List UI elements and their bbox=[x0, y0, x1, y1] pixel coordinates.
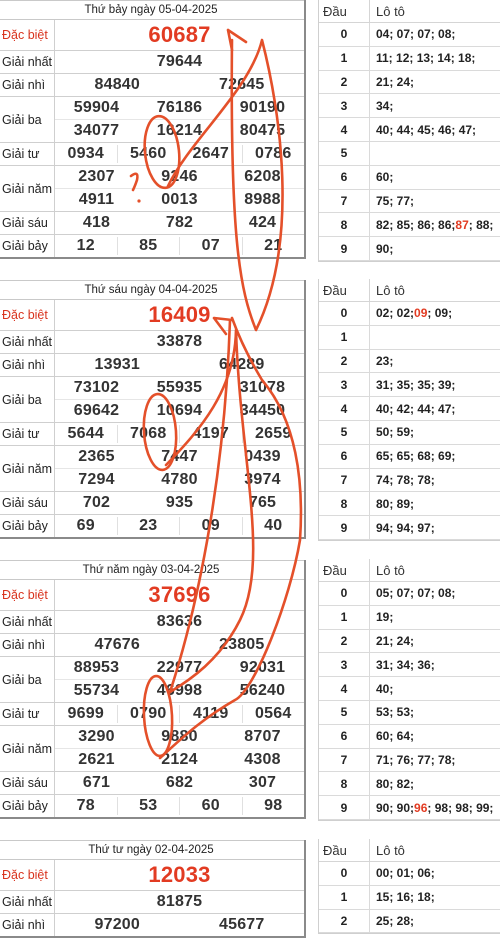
loto-row bbox=[319, 492, 500, 516]
prize-number: 2621 bbox=[78, 751, 115, 768]
prize-label: Đặc biệt bbox=[0, 580, 55, 610]
loto-head-header: Đầu bbox=[319, 839, 370, 861]
loto-values: 65; 65; 68; 69; bbox=[376, 449, 456, 464]
loto-values: 05; 07; 07; 08; bbox=[376, 586, 456, 601]
loto-values: 82; 85; 86; 86; 87 ; 88; bbox=[376, 217, 494, 232]
loto-values: 31; 35; 35; 39; bbox=[376, 377, 456, 392]
prize-row bbox=[0, 515, 304, 537]
prize-row bbox=[0, 20, 304, 51]
prize-row bbox=[0, 657, 304, 703]
loto-values: 40; bbox=[376, 681, 394, 696]
prize-number: 21 bbox=[264, 237, 283, 254]
loto-values: 74; 78; 78; bbox=[376, 472, 435, 487]
loto-row bbox=[319, 302, 500, 326]
prize-number: 64289 bbox=[219, 356, 265, 373]
prize-label: Giải ba bbox=[0, 377, 55, 422]
loto-head-digit: 0 bbox=[319, 582, 370, 605]
prize-label: Giải sáu bbox=[0, 492, 55, 514]
loto-head-digit: 3 bbox=[319, 94, 370, 117]
loto-head-digit: 1 bbox=[319, 606, 370, 629]
prize-label: Giải nhì bbox=[0, 354, 55, 376]
prize-label: Giải năm bbox=[0, 446, 55, 491]
loto-row bbox=[319, 421, 500, 445]
prize-number: 40 bbox=[264, 517, 283, 534]
prize-number: 2124 bbox=[161, 751, 198, 768]
prize-number: 4119 bbox=[180, 705, 243, 723]
loto-row bbox=[319, 910, 500, 934]
loto-row bbox=[319, 862, 500, 886]
loto-head-digit: 1 bbox=[319, 886, 370, 909]
loto-values: 04; 07; 07; 08; bbox=[376, 27, 456, 42]
prize-number: 80475 bbox=[239, 122, 286, 139]
prize-row bbox=[0, 891, 304, 914]
prize-label: Giải bảy bbox=[0, 235, 55, 257]
loto-values: 40; 44; 45; 46; 47; bbox=[376, 122, 477, 137]
prize-number: 85 bbox=[118, 237, 181, 255]
prize-label: Giải bảy bbox=[0, 515, 55, 537]
loto-row bbox=[319, 630, 500, 654]
loto-head-digit: 6 bbox=[319, 166, 370, 189]
prize-number: 53 bbox=[118, 797, 181, 815]
loto-table bbox=[318, 0, 500, 262]
prize-number: 0790 bbox=[118, 705, 181, 723]
loto-values: 21; 24; bbox=[376, 633, 415, 648]
prize-number: 4197 bbox=[180, 425, 243, 443]
loto-head-digit: 0 bbox=[319, 23, 370, 46]
prize-label: Đặc biệt bbox=[0, 860, 55, 890]
prize-number: 55935 bbox=[156, 379, 203, 396]
prize-label: Giải nhất bbox=[0, 611, 55, 633]
prize-row bbox=[0, 143, 304, 166]
result-table bbox=[0, 560, 306, 819]
prize-row bbox=[0, 377, 304, 423]
loto-head-digit: 3 bbox=[319, 373, 370, 396]
loto-values: 34; bbox=[376, 98, 394, 113]
loto-values: 90; bbox=[376, 241, 394, 256]
loto-head-digit: 4 bbox=[319, 397, 370, 420]
prize-number: 33878 bbox=[156, 333, 203, 350]
prize-label: Giải nhất bbox=[0, 51, 55, 73]
loto-values: 53; 53; bbox=[376, 705, 415, 720]
prize-number: 0786 bbox=[255, 145, 292, 162]
prize-number: 2647 bbox=[180, 145, 243, 163]
prize-number: 0934 bbox=[55, 145, 118, 163]
loto-head-digit: 5 bbox=[319, 421, 370, 444]
prize-number: 9246 bbox=[161, 168, 198, 185]
prize-number: 935 bbox=[165, 494, 194, 511]
prize-row bbox=[0, 212, 304, 235]
loto-row bbox=[319, 469, 500, 493]
prize-row bbox=[0, 51, 304, 74]
prize-number: 69 bbox=[55, 517, 118, 535]
prize-label: Giải nhất bbox=[0, 331, 55, 353]
prize-row bbox=[0, 726, 304, 772]
loto-head-header: Đầu bbox=[319, 559, 370, 581]
prize-number: 4308 bbox=[244, 751, 281, 768]
prize-number: 0564 bbox=[255, 705, 292, 722]
prize-number: 73102 bbox=[73, 379, 120, 396]
loto-row bbox=[319, 606, 500, 630]
prize-number: 97200 bbox=[94, 916, 140, 933]
prize-label: Giải ba bbox=[0, 97, 55, 142]
loto-values-header: Lô tô bbox=[376, 562, 405, 578]
prize-row bbox=[0, 97, 304, 143]
prize-label: Giải tư bbox=[0, 143, 55, 165]
prize-number: 22977 bbox=[156, 659, 203, 676]
prize-label: Giải nhất bbox=[0, 891, 55, 913]
prize-number: 07 bbox=[180, 237, 243, 255]
prize-row bbox=[0, 580, 304, 611]
loto-head-digit: 2 bbox=[319, 350, 370, 373]
prize-number: 45677 bbox=[219, 916, 265, 933]
prize-row bbox=[0, 300, 304, 331]
prize-row bbox=[0, 74, 304, 97]
loto-highlight: 87 bbox=[455, 217, 469, 232]
loto-row bbox=[319, 47, 500, 71]
loto-values: 40; 42; 44; 47; bbox=[376, 401, 456, 416]
loto-values: 60; 64; bbox=[376, 729, 415, 744]
loto-values: 71; 76; 77; 78; bbox=[376, 752, 456, 767]
prize-row bbox=[0, 914, 304, 936]
prize-number: 34450 bbox=[239, 402, 286, 419]
loto-head-digit: 9 bbox=[319, 516, 370, 539]
loto-values-header: Lô tô bbox=[376, 842, 405, 858]
prize-number: 12 bbox=[55, 237, 118, 255]
draw-date-title: Thứ tư ngày 02-04-2025 bbox=[0, 840, 304, 860]
prize-number: 09 bbox=[180, 517, 243, 535]
prize-number: 3290 bbox=[78, 728, 115, 745]
prize-number: 78 bbox=[55, 797, 118, 815]
prize-number: 59904 bbox=[73, 99, 120, 116]
prize-label: Giải sáu bbox=[0, 212, 55, 234]
prize-number: 5644 bbox=[55, 425, 118, 443]
loto-head-header: Đầu bbox=[319, 279, 370, 301]
prize-row bbox=[0, 772, 304, 795]
prize-number: 83636 bbox=[156, 613, 203, 630]
prize-number: 0013 bbox=[161, 191, 198, 208]
prize-number: 6208 bbox=[244, 168, 281, 185]
prize-number: 84840 bbox=[94, 76, 140, 93]
loto-row bbox=[319, 701, 500, 725]
loto-row bbox=[319, 796, 500, 820]
loto-values: 11; 12; 13; 14; 18; bbox=[376, 51, 476, 66]
loto-row bbox=[319, 190, 500, 214]
prize-number: 671 bbox=[82, 774, 111, 791]
prize-number: 90190 bbox=[239, 99, 286, 116]
loto-row bbox=[319, 94, 500, 118]
loto-head-digit: 1 bbox=[319, 326, 370, 349]
loto-head-digit: 2 bbox=[319, 630, 370, 653]
loto-head-digit: 0 bbox=[319, 862, 370, 885]
prize-number: 2365 bbox=[78, 448, 115, 465]
prize-number: 7068 bbox=[118, 425, 181, 443]
prize-number: 2307 bbox=[78, 168, 115, 185]
prize-number: 31078 bbox=[239, 379, 286, 396]
loto-values: 90; 90; 96 ; 98; 98; 99; bbox=[376, 800, 494, 815]
loto-values-header: Lô tô bbox=[376, 3, 405, 19]
loto-values: 00; 01; 06; bbox=[376, 866, 435, 881]
loto-head-digit: 8 bbox=[319, 772, 370, 795]
prize-label: Đặc biệt bbox=[0, 300, 55, 330]
prize-number: 10694 bbox=[156, 402, 203, 419]
prize-number: 23805 bbox=[219, 636, 265, 653]
result-table bbox=[0, 840, 306, 938]
loto-row bbox=[319, 118, 500, 142]
prize-number: 7447 bbox=[161, 448, 198, 465]
loto-values: 19; bbox=[376, 610, 394, 625]
prize-number: 7294 bbox=[78, 471, 115, 488]
loto-head-digit: 0 bbox=[319, 302, 370, 325]
prize-number: 13931 bbox=[94, 356, 140, 373]
prize-number: 79644 bbox=[156, 53, 203, 70]
prize-label: Giải tư bbox=[0, 423, 55, 445]
prize-label: Giải năm bbox=[0, 166, 55, 211]
prize-number: 92031 bbox=[239, 659, 286, 676]
prize-label: Giải nhì bbox=[0, 634, 55, 656]
prize-row bbox=[0, 423, 304, 446]
prize-label: Giải năm bbox=[0, 726, 55, 771]
loto-head-digit: 4 bbox=[319, 118, 370, 141]
loto-row bbox=[319, 749, 500, 773]
loto-table bbox=[318, 559, 500, 821]
loto-row bbox=[319, 397, 500, 421]
loto-values: 60; bbox=[376, 170, 394, 185]
loto-row bbox=[319, 326, 500, 350]
loto-values: 75; 77; bbox=[376, 193, 415, 208]
prize-number: 55734 bbox=[73, 682, 120, 699]
prize-number: 4780 bbox=[161, 471, 198, 488]
loto-values: 80; 82; bbox=[376, 776, 415, 791]
loto-head-digit: 6 bbox=[319, 445, 370, 468]
prize-number: 765 bbox=[248, 494, 277, 511]
draw-date-title: Thứ bảy ngày 05-04-2025 bbox=[0, 0, 304, 20]
special-prize-number: 60687 bbox=[148, 22, 211, 47]
loto-head-digit: 4 bbox=[319, 677, 370, 700]
prize-number: 8707 bbox=[244, 728, 281, 745]
prize-number: 0439 bbox=[244, 448, 281, 465]
loto-row bbox=[319, 373, 500, 397]
loto-values bbox=[370, 142, 500, 165]
prize-row bbox=[0, 492, 304, 515]
loto-values: 94; 94; 97; bbox=[376, 520, 435, 535]
prize-label: Giải sáu bbox=[0, 772, 55, 794]
loto-row bbox=[319, 653, 500, 677]
prize-label: Giải ba bbox=[0, 657, 55, 702]
loto-head-digit: 2 bbox=[319, 910, 370, 933]
prize-row bbox=[0, 354, 304, 377]
special-prize-number: 37696 bbox=[148, 582, 211, 607]
loto-head-digit: 5 bbox=[319, 142, 370, 165]
loto-highlight: 96 bbox=[414, 800, 428, 815]
prize-row bbox=[0, 166, 304, 212]
prize-number: 5460 bbox=[118, 145, 181, 163]
prize-number: 34077 bbox=[73, 122, 120, 139]
loto-values: 80; 89; bbox=[376, 496, 415, 511]
prize-row bbox=[0, 611, 304, 634]
prize-row bbox=[0, 446, 304, 492]
loto-row bbox=[319, 23, 500, 47]
loto-head-digit: 8 bbox=[319, 492, 370, 515]
draw-date-title: Thứ năm ngày 03-04-2025 bbox=[0, 560, 304, 580]
loto-values: 15; 16; 18; bbox=[376, 890, 435, 905]
loto-values: 50; 59; bbox=[376, 425, 415, 440]
prize-number: 69642 bbox=[73, 402, 120, 419]
loto-highlight: 09 bbox=[414, 306, 428, 321]
prize-label: Giải tư bbox=[0, 703, 55, 725]
loto-head-digit: 8 bbox=[319, 213, 370, 236]
loto-head-digit: 7 bbox=[319, 469, 370, 492]
loto-row bbox=[319, 772, 500, 796]
prize-number: 8988 bbox=[244, 191, 281, 208]
special-prize-number: 16409 bbox=[148, 302, 211, 327]
loto-row bbox=[319, 886, 500, 910]
prize-number: 98 bbox=[264, 797, 283, 814]
loto-values: 02; 02; 09 ; 09; bbox=[376, 306, 453, 321]
prize-number: 2659 bbox=[255, 425, 292, 442]
loto-table bbox=[318, 839, 500, 934]
prize-number: 56240 bbox=[239, 682, 286, 699]
draw-date-title: Thứ sáu ngày 04-04-2025 bbox=[0, 280, 304, 300]
loto-head-digit: 9 bbox=[319, 796, 370, 819]
prize-number: 682 bbox=[165, 774, 194, 791]
prize-number: 60 bbox=[180, 797, 243, 815]
prize-number: 23 bbox=[118, 517, 181, 535]
loto-values-header: Lô tô bbox=[376, 282, 405, 298]
prize-number: 702 bbox=[82, 494, 111, 511]
loto-row bbox=[319, 71, 500, 95]
prize-number: 424 bbox=[248, 214, 277, 231]
prize-row bbox=[0, 860, 304, 891]
prize-row bbox=[0, 703, 304, 726]
prize-label: Giải nhì bbox=[0, 74, 55, 96]
loto-values: 21; 24; bbox=[376, 74, 415, 89]
prize-label: Giải nhì bbox=[0, 914, 55, 936]
loto-row bbox=[319, 213, 500, 237]
special-prize-number: 12033 bbox=[148, 862, 211, 887]
prize-row bbox=[0, 795, 304, 817]
loto-row bbox=[319, 166, 500, 190]
prize-number: 307 bbox=[248, 774, 277, 791]
prize-row bbox=[0, 331, 304, 354]
loto-head-digit: 2 bbox=[319, 71, 370, 94]
prize-number: 9880 bbox=[161, 728, 198, 745]
loto-row bbox=[319, 725, 500, 749]
loto-values bbox=[370, 326, 500, 349]
result-table bbox=[0, 280, 306, 539]
prize-row bbox=[0, 235, 304, 257]
loto-head-digit: 5 bbox=[319, 701, 370, 724]
loto-head-digit: 6 bbox=[319, 725, 370, 748]
prize-number: 47676 bbox=[94, 636, 140, 653]
prize-number: 72645 bbox=[219, 76, 265, 93]
prize-number: 76186 bbox=[156, 99, 203, 116]
prize-label: Giải bảy bbox=[0, 795, 55, 817]
loto-values: 31; 34; 36; bbox=[376, 657, 435, 672]
prize-number: 88953 bbox=[73, 659, 120, 676]
loto-head-digit: 7 bbox=[319, 749, 370, 772]
prize-number: 9699 bbox=[55, 705, 118, 723]
prize-label: Đặc biệt bbox=[0, 20, 55, 50]
loto-table bbox=[318, 279, 500, 541]
prize-row bbox=[0, 634, 304, 657]
loto-row bbox=[319, 350, 500, 374]
loto-row bbox=[319, 237, 500, 261]
prize-number: 81875 bbox=[156, 893, 203, 910]
result-table bbox=[0, 0, 306, 259]
loto-head-digit: 7 bbox=[319, 190, 370, 213]
prize-number: 782 bbox=[165, 214, 194, 231]
prize-number: 3974 bbox=[244, 471, 281, 488]
prize-number: 16214 bbox=[156, 122, 203, 139]
loto-values: 23; bbox=[376, 353, 394, 368]
loto-head-header: Đầu bbox=[319, 0, 370, 22]
prize-number: 418 bbox=[82, 214, 111, 231]
loto-head-digit: 9 bbox=[319, 237, 370, 260]
loto-head-digit: 1 bbox=[319, 47, 370, 70]
loto-row bbox=[319, 677, 500, 701]
loto-row bbox=[319, 516, 500, 540]
loto-head-digit: 3 bbox=[319, 653, 370, 676]
loto-values: 25; 28; bbox=[376, 913, 415, 928]
prize-number: 46998 bbox=[156, 682, 203, 699]
loto-row bbox=[319, 582, 500, 606]
loto-row bbox=[319, 142, 500, 166]
loto-row bbox=[319, 445, 500, 469]
prize-number: 4911 bbox=[78, 191, 115, 208]
